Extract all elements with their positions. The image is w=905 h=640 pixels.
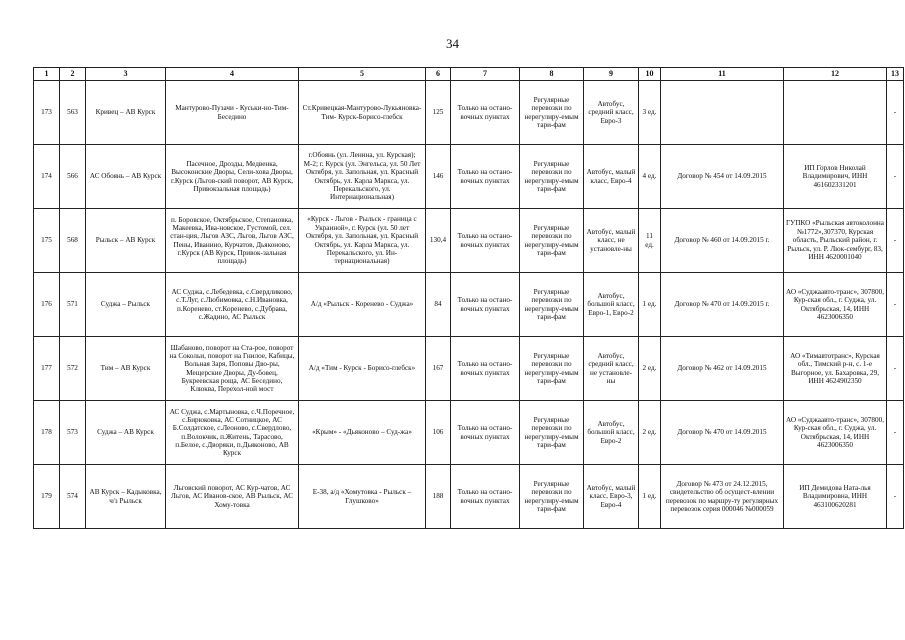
vehicle-count: 4 ед. (639, 145, 661, 209)
route-name: Суджа – Рыльск (86, 273, 166, 337)
vehicle-count: 2 ед. (639, 337, 661, 401)
note: - (887, 273, 904, 337)
vehicle-class: Автобус, малый класс, Евро-3, Евро-4 (584, 465, 639, 529)
note: - (887, 81, 904, 145)
col-header: 13 (887, 68, 904, 81)
contract: Договор № 473 от 24.12.2015, свидетельство об осущест-влении перевозок по маршру-ту регулярных перевозок серия 000046 №000059 (661, 465, 784, 529)
col-header: 8 (520, 68, 584, 81)
col-header: 10 (639, 68, 661, 81)
vehicle-count: 2 ед. (639, 401, 661, 465)
boarding-order: Только на остано-вочных пунктах (451, 273, 520, 337)
carrier: АО «Тимавтотранс», Курская обл., Тимский р-н, с. 1-е Выгорное, ул. Бахаровка, 29, ИНН 4624902350 (784, 337, 887, 401)
route-stops: АС Суджа, с.Лебедевка, с.Свердликово, с.Т.Луг, с.Любимовка, с.Н.Ивановка, п.Коренево, ст.Коренево, с.Дубрава, с.Жадино, АС Рыльск (166, 273, 299, 337)
col-header: 9 (584, 68, 639, 81)
route-number: 563 (60, 81, 86, 145)
contract (661, 81, 784, 145)
boarding-order: Только на остано-вочных пунктах (451, 401, 520, 465)
page-number: 34 (446, 36, 459, 51)
route-length: 130,4 (426, 209, 451, 273)
route-streets: «Курск - Льгов - Рыльск - граница с Украиной», г. Курск (ул. 50 лет Октября, ул. Запольная, ул. Красный Октябрь, ул. Карла Маркса, ул. Перекальского, ул. Ин-тернациональная) (299, 209, 426, 273)
carrier: ИП Демидова Ната-лья Владимировна, ИНН 463100620281 (784, 465, 887, 529)
route-stops: Льговский поворот, АС Кур-чатов, АС Льгов, АС Иванов-ское, АВ Рыльск, АС Хому-товка (166, 465, 299, 529)
col-header: 3 (86, 68, 166, 81)
route-number: 571 (60, 273, 86, 337)
col-header: 7 (451, 68, 520, 81)
route-index: 179 (34, 465, 60, 529)
col-header: 6 (426, 68, 451, 81)
contract: Договор № 470 от 14.09.2015 г. (661, 273, 784, 337)
carrier: АО «Суджаавто-транс», 307800, Кур-ская обл., г. Суджа, ул. Октябрьская, 14, ИНН 4623006350 (784, 273, 887, 337)
route-number: 573 (60, 401, 86, 465)
contract: Договор № 462 от 14.09.2015 (661, 337, 784, 401)
route-length: 167 (426, 337, 451, 401)
carrier (784, 81, 887, 145)
vehicle-class: Автобус, большой класс, Евро-1, Евро-2 (584, 273, 639, 337)
col-header: 2 (60, 68, 86, 81)
route-index: 176 (34, 273, 60, 337)
vehicle-class: Автобус, средний класс, Евро-3 (584, 81, 639, 145)
route-name: АС Обоянь – АВ Курск (86, 145, 166, 209)
vehicle-count: 1 ед. (639, 273, 661, 337)
contract: Договор № 470 от 14.09.2015 (661, 401, 784, 465)
table-row (34, 81, 904, 145)
transport-type: Регулярные перевозки по нерегулиру-емым тари-фам (520, 145, 584, 209)
transport-type: Регулярные перевозки по нерегулиру-емым тари-фам (520, 465, 584, 529)
transport-type: Регулярные перевозки по нерегулиру-емым тари-фам (520, 401, 584, 465)
table-row (34, 145, 904, 209)
header-row (34, 68, 904, 81)
route-streets: Ст.Кривецкая-Мантурово-Лукьяновка- Тим- Курск-Борисо-глебск (299, 81, 426, 145)
route-name: Рыльск – АВ Курск (86, 209, 166, 273)
route-streets: А/д «Рыльск - Коренево - Суджа» (299, 273, 426, 337)
vehicle-count: 1 ед. (639, 465, 661, 529)
vehicle-count: 11 ед. (639, 209, 661, 273)
vehicle-class: Автобус, малый класс, не установле-ны (584, 209, 639, 273)
boarding-order: Только на остано-вочных пунктах (451, 81, 520, 145)
note: - (887, 401, 904, 465)
route-length: 84 (426, 273, 451, 337)
transport-type: Регулярные перевозки по нерегулиру-емым тари-фам (520, 209, 584, 273)
col-header: 11 (661, 68, 784, 81)
route-name: Суджа – АВ Курск (86, 401, 166, 465)
note: - (887, 145, 904, 209)
vehicle-class: Автобус, малый класс, Евро-4 (584, 145, 639, 209)
route-number: 566 (60, 145, 86, 209)
note: - (887, 209, 904, 273)
route-length: 146 (426, 145, 451, 209)
route-name: Тим – АВ Курск (86, 337, 166, 401)
route-stops: Шабаново, поворот на Ста-рое, поворот на Сокольи, поворот на Гнилое, Кабицы, Вольная Заря, Поповы Дво-ры, Мещерские Дворы, Ду-бовец, Букреевская роща, АС Беседино, Клюква, Перехол-ной мост (166, 337, 299, 401)
boarding-order: Только на остано-вочных пунктах (451, 465, 520, 529)
carrier: АО «Суджаавто-транс», 307800, Кур-ская обл., г. Суджа, ул. Октябрьская, 14, ИНН 4623006350 (784, 401, 887, 465)
route-index: 175 (34, 209, 60, 273)
route-number: 574 (60, 465, 86, 529)
carrier: ГУПКО «Рыльская автоколонна №1772»,307370, Курская область, Рыльский район, г. Рыльск, ул. Р. Люк-сембург, 83, ИНН 4620001040 (784, 209, 887, 273)
route-name: Кривец – АВ Курск (86, 81, 166, 145)
route-index: 177 (34, 337, 60, 401)
routes-table (33, 67, 904, 529)
route-stops: Мантурово-Пузачи - Куськи-но-Тим-Беседино (166, 81, 299, 145)
transport-type: Регулярные перевозки по нерегулиру-емым тари-фам (520, 337, 584, 401)
col-header: 12 (784, 68, 887, 81)
boarding-order: Только на остано-вочных пунктах (451, 209, 520, 273)
route-index: 174 (34, 145, 60, 209)
route-streets: Е-38, а/д «Хомутовка - Рыльск – Глушково» (299, 465, 426, 529)
route-name: АВ Курск – Кадыковка, ч/з Рыльск (86, 465, 166, 529)
route-stops: Пасечное, Дрозды, Медвенка, Высоконские Дворы, Сели-хова Дворы, г.Курск (Льгов-ский поворот, АВ Курск, Привокзальная площадь) (166, 145, 299, 209)
table-row (34, 465, 904, 529)
transport-type: Регулярные перевозки по нерегулиру-емым тари-фам (520, 81, 584, 145)
contract: Договор № 460 от 14.09.2015 г. (661, 209, 784, 273)
contract: Договор № 454 от 14.09.2015 (661, 145, 784, 209)
route-stops: АС Суджа, с.Мартыновка, с.Ч.Поречное, с.Бирюковка, АС Сотницкое, АС Б.Солдатское, с.Леоново, с.Свердлово, п.Волокчик, п.Житень, Тарасово, п.Белое, с.Дворяки, п.Дьяконово, АВ Курск (166, 401, 299, 465)
route-streets: г.Обоянь (ул. Ленина, ул. Курская); М-2; г. Курск (ул. Энгельса, ул. 50 Лет Октября, ул. Запольная, ул. Красный Октябрь, ул. Карла Маркса, ул. Перекальского, ул. Интернациональная) (299, 145, 426, 209)
boarding-order: Только на остано-вочных пунктах (451, 337, 520, 401)
route-stops: п. Боровское, Октябрьское, Степановка, Макеевка, Ива-новское, Густомой, сел. стан-ция, Льгов АЗС, Льгов, Льгов АЗС, Пены, Иванино, Курчатов, Дьяконово, г.Курск (АВ Курск, Привок-зальная площадь) (166, 209, 299, 273)
table-row (34, 209, 904, 273)
boarding-order: Только на остано-вочных пунктах (451, 145, 520, 209)
note: - (887, 337, 904, 401)
route-index: 178 (34, 401, 60, 465)
col-header: 1 (34, 68, 60, 81)
vehicle-class: Автобус, средний класс, не установле-ны (584, 337, 639, 401)
route-number: 568 (60, 209, 86, 273)
route-length: 125 (426, 81, 451, 145)
col-header: 4 (166, 68, 299, 81)
route-index: 173 (34, 81, 60, 145)
route-length: 188 (426, 465, 451, 529)
transport-type: Регулярные перевозки по нерегулиру-емым тари-фам (520, 273, 584, 337)
table-row (34, 401, 904, 465)
vehicle-count: 3 ед. (639, 81, 661, 145)
route-number: 572 (60, 337, 86, 401)
route-streets: А/д «Тим - Курск - Борисо-глебск» (299, 337, 426, 401)
route-streets: «Крым» - «Дьяконово – Суд-жа» (299, 401, 426, 465)
vehicle-class: Автобус, большой класс, Евро-2 (584, 401, 639, 465)
note: - (887, 465, 904, 529)
col-header: 5 (299, 68, 426, 81)
route-length: 106 (426, 401, 451, 465)
table-row (34, 337, 904, 401)
carrier: ИП Горлов Николай Владимирович, ИНН 461602331201 (784, 145, 887, 209)
table-row (34, 273, 904, 337)
